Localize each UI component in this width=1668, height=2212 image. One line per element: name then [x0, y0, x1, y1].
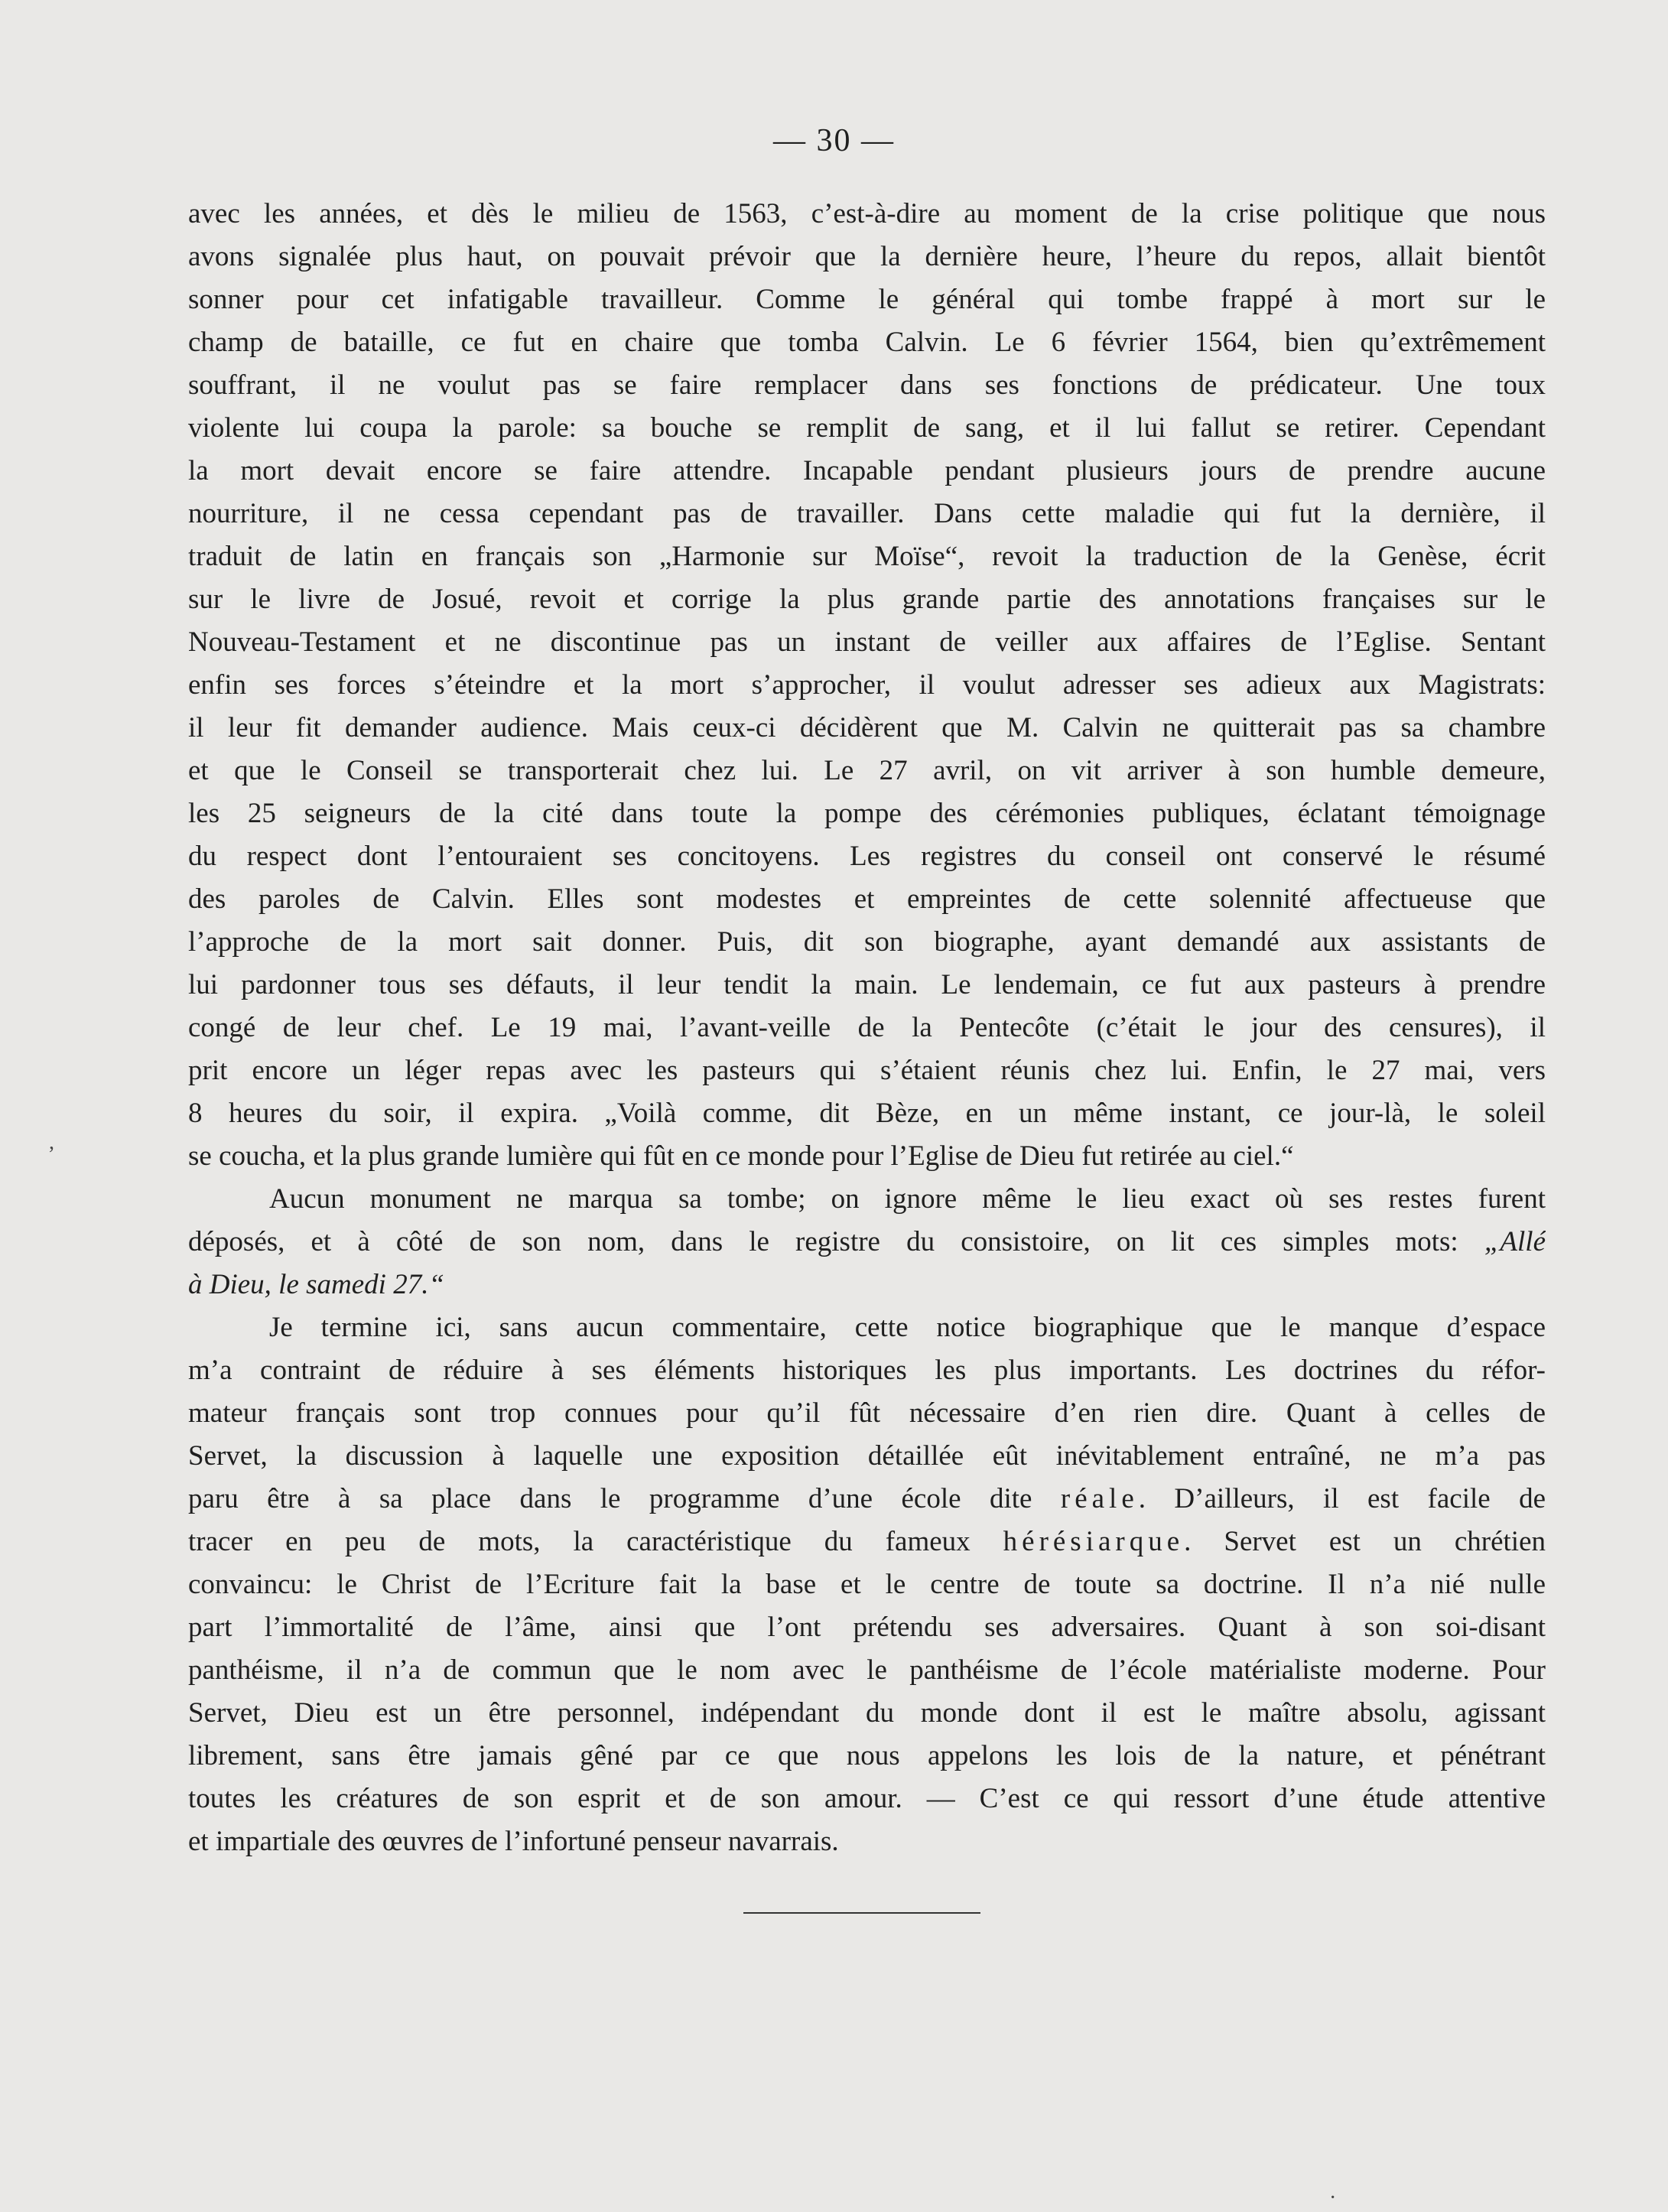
- text-line: [188, 1306, 1546, 1349]
- line-text: congé de leur chef. Le 19 mai, l’avant-veille de la Pentecôte (c’était le jour des censures), il: [188, 1012, 1546, 1043]
- stray-mark: ,: [49, 1130, 54, 1154]
- line-text: 8 heures du soir, il expira. „Voilà comme, dit Bèze, en un même instant, ce jour-là, le soleil: [188, 1098, 1546, 1129]
- line-text-after: . Servet est un chrétien: [1184, 1526, 1546, 1557]
- spaced-word: hérésiarque: [1003, 1526, 1185, 1557]
- text-line: [188, 1778, 1546, 1820]
- line-text: paru être à sa place dans le programme d’une école dite: [188, 1483, 1032, 1514]
- text-line: [188, 707, 1546, 750]
- line-text: tracer en peu de mots, la caractéristique du fameux: [188, 1526, 971, 1557]
- text-line: [188, 364, 1546, 407]
- text-line: [188, 1820, 1546, 1863]
- line-text: se coucha, et la plus grande lumière qui fût en ce monde pour l’Eglise de Dieu fut retirée au ciel.“: [188, 1140, 1294, 1172]
- line-text: panthéisme, il n’a de commun que le nom avec le panthéisme de l’école matérialiste moderne. Pour: [188, 1654, 1546, 1686]
- line-text: prit encore un léger repas avec les pasteurs qui s’étaient réunis chez lui. Enfin, le 27 mai, vers: [188, 1055, 1546, 1086]
- line-text: lui pardonner tous ses défauts, il leur tendit la main. Le lendemain, ce fut aux pasteurs à prendre: [188, 969, 1546, 1000]
- text-line: [188, 1392, 1546, 1435]
- line-text: m’a contraint de réduire à ses éléments historiques les plus importants. Les doctrines du réfor-: [188, 1355, 1546, 1386]
- text-line: [188, 1563, 1546, 1606]
- line-text: traduit de latin en français son „Harmonie sur Moïse“, revoit la traduction de la Genèse, écrit: [188, 541, 1546, 572]
- line-text: toutes les créatures de son esprit et de son amour. — C’est ce qui ressort d’une étude attentive: [188, 1783, 1546, 1814]
- text-line: [188, 1521, 1546, 1563]
- text-line: [188, 964, 1546, 1007]
- text-line: [188, 1007, 1546, 1049]
- text-line: [188, 193, 1546, 236]
- italic-quote: „Allé: [1484, 1226, 1546, 1257]
- text-line: [188, 1135, 1546, 1178]
- text-line: [188, 278, 1546, 321]
- body-text: [188, 193, 1546, 1863]
- line-text: Je termine ici, sans aucun commentaire, cette notice biographique que le manque d’espace: [269, 1312, 1546, 1343]
- text-line: [188, 321, 1546, 364]
- text-line: [188, 1649, 1546, 1692]
- line-text: champ de bataille, ce fut en chaire que tomba Calvin. Le 6 février 1564, bien qu’extrêmement: [188, 327, 1546, 358]
- line-text: et que le Conseil se transporterait chez lui. Le 27 avril, on vit arriver à son humble demeure,: [188, 755, 1546, 786]
- line-text: et impartiale des œuvres de l’infortuné penseur navarrais.: [188, 1826, 839, 1857]
- stray-mark: ·: [1329, 2186, 1337, 2210]
- text-line: [188, 1478, 1546, 1521]
- line-text: convaincu: le Christ de l’Ecriture fait la base et le centre de toute sa doctrine. Il n’a nié nulle: [188, 1569, 1546, 1600]
- line-text: il leur fit demander audience. Mais ceux-ci décidèrent que M. Calvin ne quitterait pas sa chambre: [188, 712, 1546, 743]
- text-line: [188, 792, 1546, 835]
- text-line: [188, 621, 1546, 664]
- text-line: [188, 1049, 1546, 1092]
- line-text: part l’immortalité de l’âme, ainsi que l’ont prétendu ses adversaires. Quant à son soi-disant: [188, 1612, 1546, 1643]
- text-line: [188, 450, 1546, 493]
- text-line: [188, 535, 1546, 578]
- text-line: [188, 493, 1546, 535]
- text-line: [188, 921, 1546, 964]
- line-text: avec les années, et dès le milieu de 1563, c’est-à-dire au moment de la crise politique que nous: [188, 198, 1546, 229]
- line-text: mateur français sont trop connues pour qu’il fût nécessaire d’en rien dire. Quant à celles de: [188, 1397, 1546, 1429]
- text-line: [188, 750, 1546, 792]
- line-text: la mort devait encore se faire attendre. Incapable pendant plusieurs jours de prendre aucune: [188, 455, 1546, 486]
- italic-quote: à Dieu, le samedi 27.“: [188, 1269, 445, 1300]
- text-line: [188, 878, 1546, 921]
- line-text: des paroles de Calvin. Elles sont modestes et empreintes de cette solennité affectueuse que: [188, 883, 1546, 915]
- line-text: Servet, Dieu est un être personnel, indépendant du monde dont il est le maître absolu, agissant: [188, 1697, 1546, 1729]
- line-text: avons signalée plus haut, on pouvait prévoir que la dernière heure, l’heure du repos, allait bientôt: [188, 241, 1546, 272]
- text-line: [188, 1692, 1546, 1735]
- line-text: du respect dont l’entouraient ses concitoyens. Les registres du conseil ont conservé le résumé: [188, 841, 1546, 872]
- spaced-word: réale: [1060, 1483, 1139, 1514]
- text-line: [188, 578, 1546, 621]
- line-text: déposés, et à côté de son nom, dans le registre du consistoire, on lit ces simples mots:: [188, 1226, 1458, 1257]
- text-line: [188, 1435, 1546, 1478]
- line-text: sur le livre de Josué, revoit et corrige la plus grande partie des annotations françaises sur le: [188, 584, 1546, 615]
- text-line: [188, 1092, 1546, 1135]
- text-line: [188, 236, 1546, 278]
- line-text: les 25 seigneurs de la cité dans toute la pompe des cérémonies publiques, éclatant témoignage: [188, 798, 1546, 829]
- line-text: nourriture, il ne cessa cependant pas de travailler. Dans cette maladie qui fut la dernière, il: [188, 498, 1546, 529]
- line-text: sonner pour cet infatigable travailleur. Comme le général qui tombe frappé à mort sur le: [188, 284, 1546, 315]
- closing-rule: [743, 1912, 980, 1914]
- text-line: [188, 835, 1546, 878]
- text-line: [188, 1178, 1546, 1221]
- text-line: [188, 407, 1546, 450]
- line-text: Servet, la discussion à laquelle une exposition détaillée eût inévitablement entraîné, ne m’a pas: [188, 1440, 1546, 1472]
- text-line: [188, 1606, 1546, 1649]
- text-line: [188, 664, 1546, 707]
- line-text: librement, sans être jamais gêné par ce que nous appelons les lois de la nature, et pénétrant: [188, 1740, 1546, 1771]
- text-line: [188, 1264, 1546, 1306]
- line-text: souffrant, il ne voulut pas se faire remplacer dans ses fonctions de prédicateur. Une toux: [188, 369, 1546, 401]
- line-text: enfin ses forces s’éteindre et la mort s’approcher, il voulut adresser ses adieux aux Magistrats:: [188, 669, 1546, 701]
- line-text: Aucun monument ne marqua sa tombe; on ignore même le lieu exact où ses restes furent: [269, 1183, 1546, 1215]
- line-text-after: . D’ailleurs, il est facile de: [1138, 1483, 1546, 1514]
- line-text: violente lui coupa la parole: sa bouche se remplit de sang, et il lui fallut se retirer. Cependant: [188, 412, 1546, 444]
- text-line: [188, 1735, 1546, 1778]
- page-number: — 30 —: [773, 123, 895, 158]
- text-line: [188, 1221, 1546, 1264]
- line-text: Nouveau-Testament et ne discontinue pas un instant de veiller aux affaires de l’Eglise. Sentant: [188, 626, 1546, 658]
- text-line: [188, 1349, 1546, 1392]
- line-text: l’approche de la mort sait donner. Puis, dit son biographe, ayant demandé aux assistants de: [188, 926, 1546, 958]
